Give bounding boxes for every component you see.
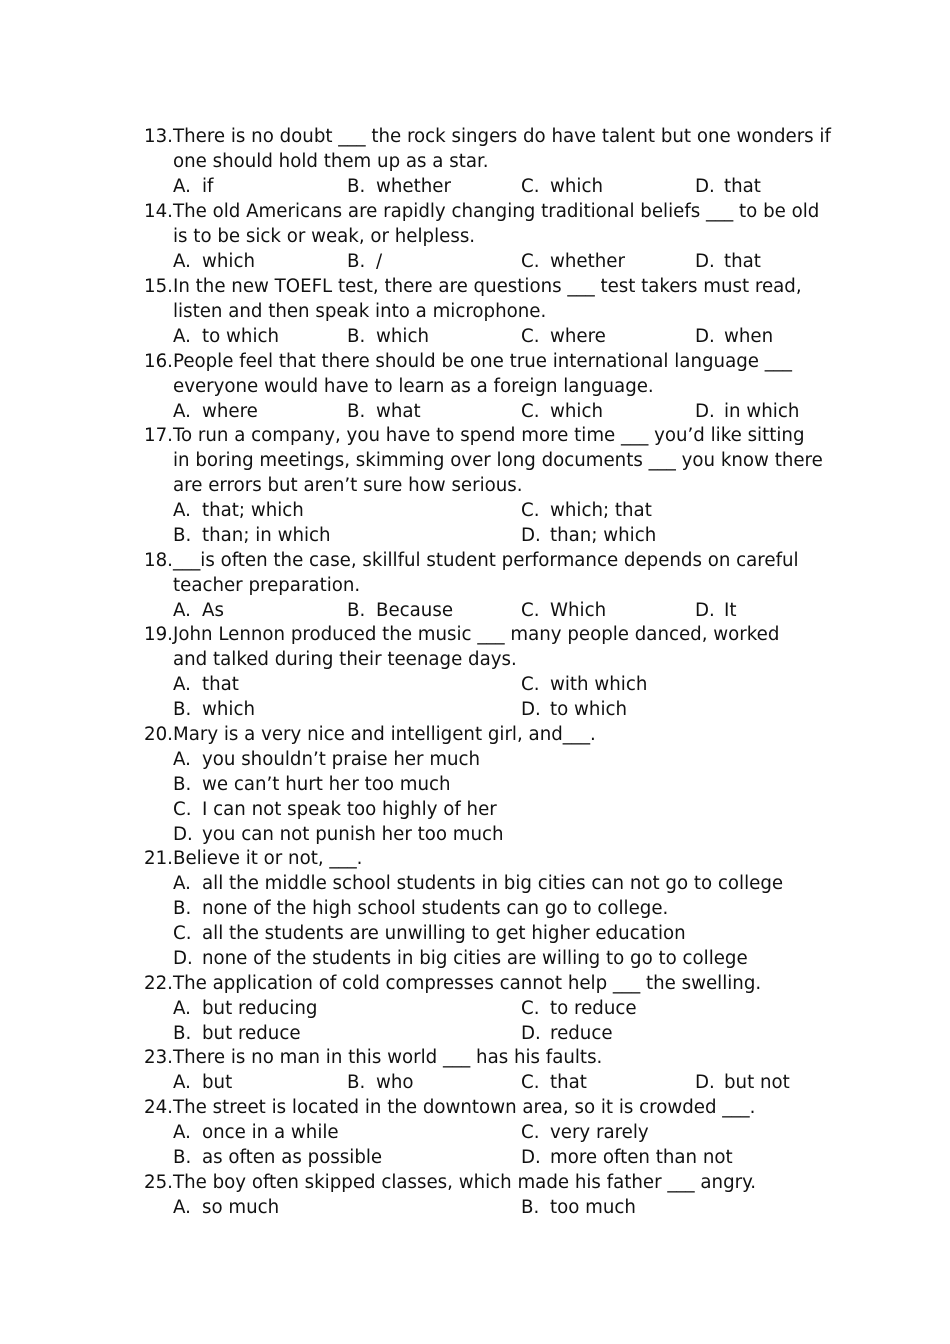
question-number: 22. — [144, 973, 173, 994]
question-number: 18. — [144, 550, 173, 571]
question-13 — [144, 124, 831, 199]
option-c[interactable]: C. which — [521, 176, 603, 197]
question-18 — [144, 548, 824, 623]
option-c[interactable]: C. very rarely — [521, 1122, 649, 1143]
question-number: 19. — [144, 624, 173, 645]
question-stem: The boy often skipped classes, which made his father ___ angry. — [173, 1172, 757, 1193]
question-stem: In the new TOEFL test, there are questions ___ test takers must read, — [173, 276, 802, 297]
option-d[interactable]: D. none of the students in big cities are willing to go to college — [173, 948, 748, 969]
option-a[interactable]: A. but reducing — [173, 998, 318, 1019]
question-stem: People feel that there should be one true international language ___ — [173, 351, 793, 372]
option-c[interactable]: C. which; that — [521, 500, 652, 521]
option-d[interactable]: D. than; which — [521, 525, 657, 546]
option-d[interactable]: D. It — [695, 600, 737, 621]
question-number: 16. — [144, 351, 173, 372]
option-a[interactable]: A. which — [173, 251, 255, 272]
option-d[interactable]: D. in which — [695, 401, 800, 422]
option-a[interactable]: A. that; which — [173, 500, 304, 521]
question-number: 20. — [144, 724, 173, 745]
option-c[interactable]: C. which — [521, 401, 603, 422]
question-number: 17. — [144, 425, 173, 446]
option-d[interactable]: D. you can not punish her too much — [173, 824, 504, 845]
option-a[interactable]: A. that — [173, 674, 239, 695]
option-d[interactable]: D. that — [695, 176, 761, 197]
option-a[interactable]: A. if — [173, 176, 214, 197]
question-number: 25. — [144, 1172, 173, 1193]
question-number: 14. — [144, 201, 173, 222]
question-17 — [144, 423, 824, 548]
question-stem: To run a company, you have to spend more time ___ you’d like sitting — [173, 425, 805, 446]
option-c[interactable]: C. with which — [521, 674, 648, 695]
option-b[interactable]: B. who — [347, 1072, 414, 1093]
option-b[interactable]: B. what — [347, 401, 421, 422]
question-number: 15. — [144, 276, 173, 297]
question-24 — [144, 1095, 824, 1170]
question-stem: The old Americans are rapidly changing traditional beliefs ___ to be old — [173, 201, 820, 222]
option-a[interactable]: A. all the middle school students in big cities can not go to college — [173, 873, 784, 894]
question-14 — [144, 199, 824, 274]
question-stem: everyone would have to learn as a foreign language. — [173, 376, 654, 397]
question-stem: Believe it or not, ___. — [173, 848, 363, 869]
option-a[interactable]: A. where — [173, 401, 258, 422]
option-a[interactable]: A. you shouldn’t praise her much — [173, 749, 481, 770]
option-b[interactable]: B. as often as possible — [173, 1147, 383, 1168]
option-a[interactable]: A. to which — [173, 326, 280, 347]
option-c[interactable]: C. that — [521, 1072, 587, 1093]
option-b[interactable]: B. than; in which — [173, 525, 331, 546]
question-19 — [144, 622, 824, 722]
question-16 — [144, 349, 824, 424]
question-stem: The application of cold compresses cannot help ___ the swelling. — [173, 973, 762, 994]
option-d[interactable]: D. but not — [695, 1072, 790, 1093]
option-d[interactable]: D. when — [695, 326, 774, 347]
option-c[interactable]: C. all the students are unwilling to get higher education — [173, 923, 686, 944]
question-15 — [144, 274, 824, 349]
option-d[interactable]: D. more often than not — [521, 1147, 733, 1168]
question-stem: one should hold them up as a star. — [173, 151, 489, 172]
question-number: 21. — [144, 848, 173, 869]
question-number: 13. — [144, 126, 173, 147]
option-c[interactable]: C. whether — [521, 251, 625, 272]
question-stem: The street is located in the downtown area, so it is crowded ___. — [173, 1097, 756, 1118]
option-a[interactable]: A. so much — [173, 1197, 280, 1218]
option-b[interactable]: B. which — [347, 326, 429, 347]
question-stem: and talked during their teenage days. — [173, 649, 517, 670]
option-d[interactable]: D. to which — [521, 699, 628, 720]
question-stem: Mary is a very nice and intelligent girl, and___. — [173, 724, 596, 745]
question-stem: are errors but aren’t sure how serious. — [173, 475, 523, 496]
option-b[interactable]: B. which — [173, 699, 255, 720]
question-25 — [144, 1170, 824, 1220]
question-number: 23. — [144, 1047, 173, 1068]
question-20 — [144, 722, 824, 847]
option-a[interactable]: A. once in a while — [173, 1122, 339, 1143]
option-b[interactable]: B. too much — [521, 1197, 636, 1218]
question-number: 24. — [144, 1097, 173, 1118]
option-c[interactable]: C. to reduce — [521, 998, 637, 1019]
option-b[interactable]: B. we can’t hurt her too much — [173, 774, 451, 795]
option-c[interactable]: C. I can not speak too highly of her — [173, 799, 497, 820]
question-stem: There is no man in this world ___ has his faults. — [173, 1047, 603, 1068]
option-b[interactable]: B. / — [347, 251, 383, 272]
option-b[interactable]: B. whether — [347, 176, 451, 197]
option-b[interactable]: B. Because — [347, 600, 454, 621]
option-a[interactable]: A. but — [173, 1072, 233, 1093]
question-23 — [144, 1045, 824, 1095]
option-c[interactable]: C. Which — [521, 600, 607, 621]
question-stem: listen and then speak into a microphone. — [173, 301, 547, 322]
question-stem: teacher preparation. — [173, 575, 361, 596]
question-stem: John Lennon produced the music ___ many people danced, worked — [173, 624, 780, 645]
option-d[interactable]: D. reduce — [521, 1023, 613, 1044]
question-stem: in boring meetings, skimming over long documents ___ you know there — [173, 450, 823, 471]
question-stem: is to be sick or weak, or helpless. — [173, 226, 476, 247]
question-stem: There is no doubt ___ the rock singers do have talent but one wonders if — [173, 126, 831, 147]
option-d[interactable]: D. that — [695, 251, 761, 272]
question-stem: ___is often the case, skillful student performance depends on careful — [173, 550, 799, 571]
option-a[interactable]: A. As — [173, 600, 224, 621]
question-22 — [144, 971, 824, 1046]
question-21 — [144, 846, 824, 971]
option-c[interactable]: C. where — [521, 326, 606, 347]
option-b[interactable]: B. none of the high school students can go to college. — [173, 898, 669, 919]
option-b[interactable]: B. but reduce — [173, 1023, 301, 1044]
